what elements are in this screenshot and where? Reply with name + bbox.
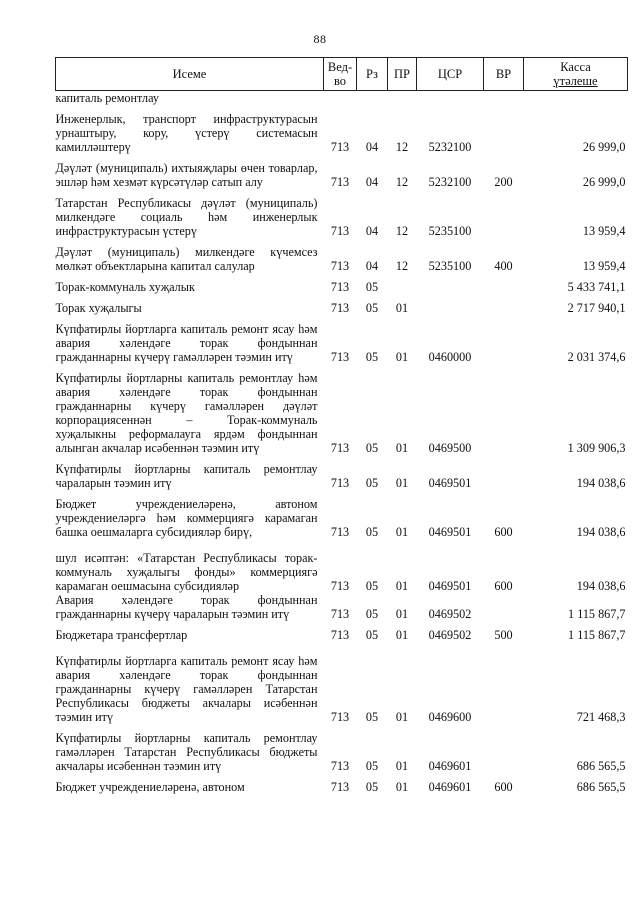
row-rz: 05 [365, 280, 379, 294]
row-ved [324, 91, 357, 106]
row-ved: 713 [330, 350, 350, 364]
row-amount: 194 038,6 [576, 525, 626, 539]
table-row [56, 539, 628, 593]
table-row [56, 105, 628, 154]
row-vr: 600 [494, 579, 513, 593]
row-vr: 600 [494, 780, 513, 794]
table-row [56, 455, 628, 490]
row-pr: 12 [395, 175, 409, 189]
row-pr: 01 [395, 476, 409, 490]
row-rz: 05 [365, 607, 379, 621]
row-ved: 713 [330, 759, 350, 773]
row-pr: 01 [395, 759, 409, 773]
row-csr: 5235100 [428, 224, 472, 238]
table-row [56, 189, 628, 238]
row-ved: 713 [330, 441, 350, 455]
row-ved: 713 [330, 280, 350, 294]
table-row [56, 724, 628, 773]
row-amount: 26 999,0 [582, 175, 626, 189]
row-name: Инженерлык, транспорт инфраструктурасын урнаштыру, кору, үстерү системасын камилләштерү [55, 112, 318, 154]
header-ved-line2: во [333, 74, 347, 88]
row-rz: 05 [365, 476, 379, 490]
row-pr: 01 [395, 525, 409, 539]
row-pr: 12 [395, 259, 409, 273]
row-vr: 200 [494, 175, 513, 189]
row-vr [484, 105, 524, 154]
table-row [56, 154, 628, 189]
row-ved: 713 [330, 780, 350, 794]
row-vr: 400 [494, 259, 513, 273]
header-rz: Рз [357, 58, 388, 91]
row-name: Күпфатирлы йортларны капиталь ремонтлау гамәлләрен Татарстан Республикасы бюджеты акчалары исәбеннән тәэмин итү [55, 731, 318, 773]
row-amount: 2 717 940,1 [567, 301, 626, 315]
row-csr: 0469601 [428, 780, 472, 794]
row-csr: 0469502 [428, 628, 472, 642]
row-amount: 1 309 906,3 [567, 441, 626, 455]
table-header [56, 58, 628, 91]
row-rz: 04 [365, 140, 379, 154]
row-name: Торак-коммуналь хуҗалык [55, 280, 195, 294]
row-name: капиталь ремонтлау [55, 91, 160, 105]
row-csr: 0469600 [428, 710, 472, 724]
row-ved: 713 [330, 259, 350, 273]
row-amount: 194 038,6 [576, 476, 626, 490]
row-name: Күпфатирлы йортларга капиталь ремонт ясау һәм авария хәлендәге торак фондыннан гражданнарны күчерү гамәлләрен тәэмин итү [55, 322, 318, 364]
row-vr [484, 189, 524, 238]
row-vr [484, 315, 524, 364]
row-vr [484, 91, 524, 106]
row-ved: 713 [330, 579, 350, 593]
row-name: Күпфатирлы йортларга капиталь ремонт ясау һәм авария хәлендәге торак фондыннан гражданнарны күчерү гамәлләрен Татарстан Республикасы бюджеты акчалары исәбеннән тәэмин итү [55, 654, 318, 724]
row-amount: 686 565,5 [576, 780, 626, 794]
page-number: 88 [313, 32, 327, 46]
row-amount: 5 433 741,1 [567, 280, 626, 294]
row-ved: 713 [330, 525, 350, 539]
row-amount [524, 91, 628, 106]
row-rz: 05 [365, 441, 379, 455]
header-kassa [524, 58, 628, 91]
row-name: Дәүләт (муниципаль) ихтыяҗлары өчен товарлар, эшләр һәм хезмәт күрсәтүләр сатып алу [55, 161, 318, 189]
row-amount: 686 565,5 [576, 759, 626, 773]
row-vr [484, 593, 524, 621]
row-rz: 05 [365, 710, 379, 724]
row-csr: 0469501 [428, 476, 472, 490]
row-pr: 01 [395, 710, 409, 724]
row-pr: 01 [395, 628, 409, 642]
row-name: Бюджет учреждениеләренә, автоном [55, 780, 245, 794]
row-rz: 05 [365, 350, 379, 364]
table-row [56, 593, 628, 621]
row-amount: 1 115 867,7 [568, 607, 626, 621]
row-vr [484, 724, 524, 773]
row-csr: 5232100 [428, 140, 472, 154]
row-vr [484, 273, 524, 294]
row-amount: 13 959,4 [582, 224, 626, 238]
row-csr: 0469502 [428, 607, 472, 621]
row-name: Дәүләт (муниципаль) милкендәге күчемсез мөлкәт объектларына капитал салулар [55, 245, 318, 273]
table-row [56, 364, 628, 455]
row-vr [484, 642, 524, 724]
row-rz [357, 91, 388, 106]
row-ved: 713 [330, 301, 350, 315]
row-name: Бюджетара трансфертлар [55, 628, 188, 642]
row-vr: 600 [494, 525, 513, 539]
header-ved [324, 58, 357, 91]
header-kassa-line1: Касса [560, 60, 591, 74]
row-amount: 2 031 374,6 [567, 350, 626, 364]
table-row [56, 294, 628, 315]
row-ved: 713 [330, 140, 350, 154]
row-csr [417, 273, 484, 294]
row-amount: 194 038,6 [576, 579, 626, 593]
row-name: шул исәптән: «Татарстан Республикасы торак-коммуналь хуҗалыгы фонды» коммерциягә карамаган оешмасына субсидияләр [55, 551, 318, 593]
row-name: Авария хәлендәге торак фондыннан гражданнарны күчерү чараларын тәэмин итү [55, 593, 318, 621]
row-ved: 713 [330, 175, 350, 189]
row-csr: 5235100 [428, 259, 472, 273]
row-csr: 5232100 [428, 175, 472, 189]
row-vr [484, 364, 524, 455]
row-pr: 01 [395, 579, 409, 593]
row-name: Торак хуҗалыгы [55, 301, 142, 315]
table-row [56, 490, 628, 539]
row-rz: 05 [365, 628, 379, 642]
header-pr: ПР [388, 58, 417, 91]
row-vr [484, 294, 524, 315]
header-name: Исеме [56, 58, 324, 91]
row-rz: 04 [365, 259, 379, 273]
row-ved: 713 [330, 710, 350, 724]
table-row [56, 773, 628, 794]
table-row [56, 642, 628, 724]
row-amount: 13 959,4 [582, 259, 626, 273]
row-rz: 05 [365, 759, 379, 773]
table-row [56, 273, 628, 294]
row-csr: 0469500 [428, 441, 472, 455]
row-name: Татарстан Республикасы дәүләт (муниципаль) милкендәге социаль һәм инженерлык инфраструктурасын үстерү [55, 196, 318, 238]
row-csr [417, 294, 484, 315]
row-pr [388, 273, 417, 294]
row-pr: 01 [395, 441, 409, 455]
row-ved: 713 [330, 628, 350, 642]
row-amount: 721 468,3 [576, 710, 626, 724]
row-csr: 0469601 [428, 759, 472, 773]
header-csr: ЦСР [417, 58, 484, 91]
row-rz: 05 [365, 780, 379, 794]
row-pr: 12 [395, 140, 409, 154]
row-rz: 05 [365, 301, 379, 315]
row-pr: 01 [395, 607, 409, 621]
header-ved-line1: Вед- [327, 60, 353, 74]
table-row [56, 621, 628, 642]
row-amount: 26 999,0 [582, 140, 626, 154]
row-pr: 01 [395, 301, 409, 315]
row-vr [484, 455, 524, 490]
row-rz: 05 [365, 579, 379, 593]
table-row [56, 315, 628, 364]
row-rz: 04 [365, 224, 379, 238]
table-row [56, 238, 628, 273]
row-rz: 04 [365, 175, 379, 189]
row-ved: 713 [330, 224, 350, 238]
row-csr: 0460000 [428, 350, 472, 364]
row-csr: 0469501 [428, 525, 472, 539]
row-pr [388, 91, 417, 106]
row-pr: 01 [395, 780, 409, 794]
row-pr: 01 [395, 350, 409, 364]
row-name: Күпфатирлы йортларны капиталь ремонтлау һәм авария хәлендәге торак фондыннан гражданнарны күчерү гамәлләрен дәүләт корпорациясеннән – Торак-коммуналь хуҗалыкны реформалауга ярдәм фондыннан алынган акчалар исәбеннән тәэмин итү [55, 371, 318, 455]
header-kassa-line2: үтәлеше [553, 74, 598, 88]
row-name: Күпфатирлы йортларны капиталь ремонтлау чараларын тәэмин итү [55, 462, 318, 490]
row-csr: 0469501 [428, 579, 472, 593]
row-ved: 713 [330, 476, 350, 490]
row-vr: 500 [494, 628, 513, 642]
table-row [56, 91, 628, 106]
header-vr: ВР [484, 58, 524, 91]
row-pr: 12 [395, 224, 409, 238]
budget-table [55, 57, 628, 794]
row-name: Бюджет учреждениеләренә, автоном учреждениеләргә һәм коммерциягә карамаган башка оешмаларга субсидияләр бирү, [55, 497, 318, 539]
row-amount: 1 115 867,7 [568, 628, 626, 642]
row-csr [417, 91, 484, 106]
row-rz: 05 [365, 525, 379, 539]
row-ved: 713 [330, 607, 350, 621]
